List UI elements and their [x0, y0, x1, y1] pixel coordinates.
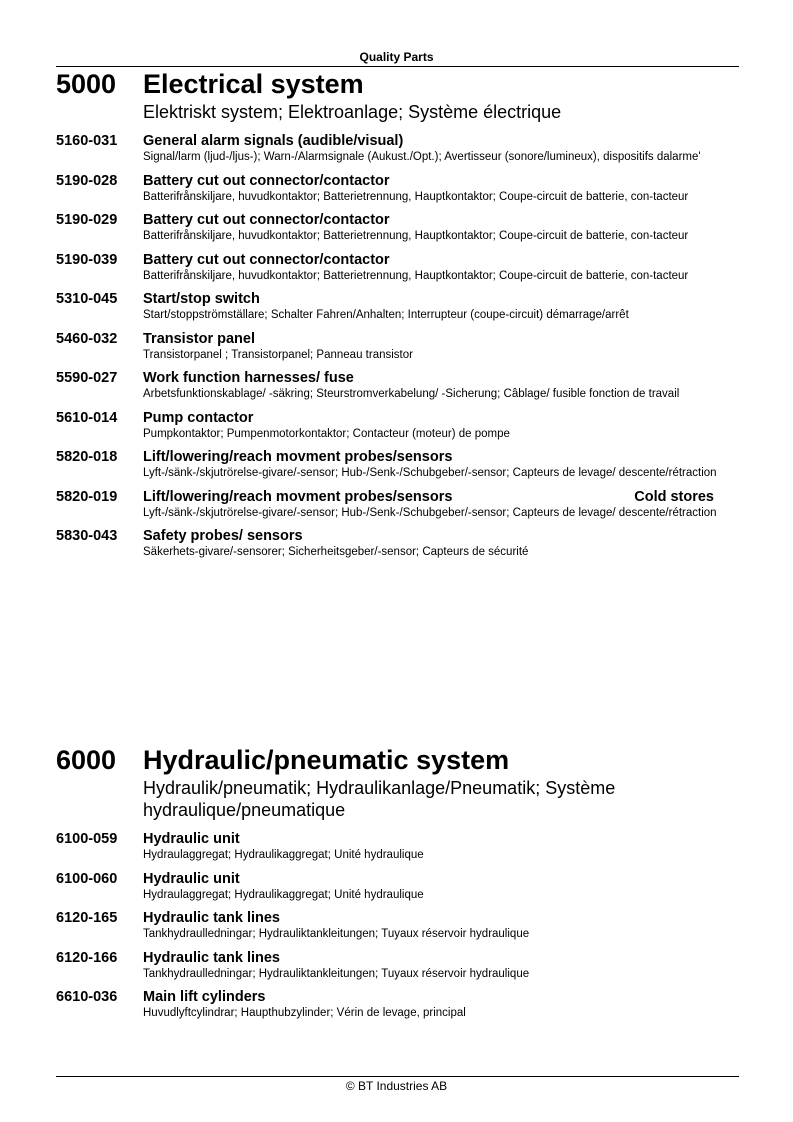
- part-code: 6100-059: [56, 831, 118, 847]
- part-item: [56, 370, 736, 403]
- part-title: Battery cut out connector/contactor: [143, 212, 390, 228]
- section-hydraulic-pneumatic-system: [56, 744, 736, 1029]
- part-code: 5590-027: [56, 370, 118, 386]
- part-title: Lift/lowering/reach movment probes/sensors: [143, 488, 453, 505]
- part-description: Tankhydraulledningar; Hydrauliktankleitungen; Tuyaux réservoir hydraulique: [143, 928, 530, 940]
- part-code: 5190-028: [56, 172, 118, 189]
- part-description: Säkerhets-givare/-sensorer; Sicherheitsgeber/-sensor; Capteurs de sécurité: [143, 546, 529, 558]
- part-title: Battery cut out connector/contactor: [143, 172, 390, 189]
- footer-copyright: © BT Industries AB: [345, 1079, 448, 1093]
- part-item: [56, 910, 736, 943]
- section-code: 5000: [56, 69, 117, 99]
- part-title: Hydraulic unit: [143, 870, 240, 887]
- part-item: [56, 291, 736, 324]
- part-item: [56, 173, 736, 206]
- part-title: Main lift cylinders: [143, 989, 266, 1005]
- part-description: Batterifrånskiljare, huvudkontaktor; Batterietrennung, Hauptkontaktor; Coupe-circuit de batterie, con-tacteur: [143, 190, 689, 203]
- part-description: Batterifrånskiljare, huvudkontaktor; Batterietrennung, Hauptkontaktor; Coupe-circuit de batterie, con-tacteur: [143, 230, 689, 242]
- section-code: 6000: [56, 745, 117, 775]
- part-code: 5610-014: [56, 409, 118, 426]
- part-item: [56, 212, 736, 245]
- part-code: 5190-029: [56, 212, 118, 228]
- part-title: Pump contactor: [143, 409, 254, 426]
- part-title: Lift/lowering/reach movment probes/sensors: [143, 449, 453, 465]
- page-header-title: Quality Parts: [359, 50, 434, 64]
- section-subtitle: Hydraulik/pneumatik; Hydraulikanlage/Pneumatik; Système hydraulique/pneumatique: [143, 778, 616, 820]
- part-description: Hydraulaggregat; Hydraulikaggregat; Unité hydraulique: [143, 888, 424, 901]
- part-title: Battery cut out connector/contactor: [143, 251, 390, 268]
- part-title: Hydraulic tank lines: [143, 949, 280, 966]
- part-item: [56, 950, 736, 983]
- part-item: [56, 831, 736, 864]
- part-variant-tag: Cold stores: [634, 488, 714, 505]
- section-electrical-system: [56, 68, 736, 568]
- part-code: 5160-031: [56, 133, 118, 149]
- part-description: Batterifrånskiljare, huvudkontaktor; Batterietrennung, Hauptkontaktor; Coupe-circuit de batterie, con-tacteur: [143, 269, 689, 282]
- part-description: Transistorpanel ; Transistorpanel; Panneau transistor: [143, 348, 413, 361]
- part-item: [56, 989, 736, 1022]
- part-title: Work function harnesses/ fuse: [143, 370, 354, 386]
- part-item: [56, 528, 736, 561]
- part-item: [56, 410, 736, 443]
- part-description: Hydraulaggregat; Hydraulikaggregat; Unité hydraulique: [143, 849, 424, 861]
- part-title: Hydraulic unit: [143, 831, 240, 847]
- part-item: [56, 331, 736, 364]
- part-description: Start/stoppströmställare; Schalter Fahren/Anhalten; Interrupteur (coupe-circuit) démarrage/arrêt: [143, 309, 629, 321]
- part-code: 6100-060: [56, 870, 118, 887]
- part-description: Signal/larm (ljud-/ljus-); Warn-/Alarmsignale (Aukust./Opt.); Avertisseur (sonore/lumineux), dispositifs dalarme': [143, 151, 701, 163]
- part-item: [56, 133, 736, 166]
- header-divider: [56, 66, 739, 67]
- part-item: [56, 252, 736, 285]
- parts-list: [56, 831, 736, 1022]
- parts-list: [56, 133, 736, 561]
- part-code: 5190-039: [56, 251, 118, 268]
- part-title: Start/stop switch: [143, 291, 260, 307]
- part-code: 5310-045: [56, 291, 118, 307]
- part-title: Safety probes/ sensors: [143, 528, 303, 544]
- section-heading: [56, 744, 736, 776]
- part-item: [56, 449, 736, 482]
- part-item: [56, 871, 736, 904]
- section-title: Hydraulic/pneumatic system: [143, 745, 510, 775]
- part-description: Huvudlyftcylindrar; Haupthubzylinder; Vérin de levage, principal: [143, 1007, 466, 1019]
- part-description: Lyft-/sänk-/skjutrörelse-givare/-sensor; Hub-/Senk-/Schubgeber/-sensor; Capteurs de levage/ descente/rétraction: [143, 506, 717, 519]
- part-code: 5820-019: [56, 488, 118, 505]
- part-code: 5830-043: [56, 528, 118, 544]
- part-code: 6120-166: [56, 949, 118, 966]
- part-title: General alarm signals (audible/visual): [143, 133, 404, 149]
- part-description: Arbetsfunktionskablage/ -säkring; Steurstromverkabelung/ -Sicherung; Câblage/ fusible fonction de travail: [143, 388, 680, 400]
- section-title: Electrical system: [143, 69, 364, 99]
- footer-divider: [56, 1076, 739, 1077]
- part-code: 6610-036: [56, 989, 118, 1005]
- part-title: Transistor panel: [143, 330, 256, 347]
- section-subtitle: Elektriskt system; Elektroanlage; Système électrique: [143, 102, 562, 122]
- part-item: [56, 489, 736, 522]
- part-code: 5820-018: [56, 449, 118, 465]
- part-title: Hydraulic tank lines: [143, 910, 280, 926]
- part-code: 5460-032: [56, 330, 118, 347]
- part-description: Tankhydraulledningar; Hydrauliktankleitungen; Tuyaux réservoir hydraulique: [143, 967, 530, 980]
- section-heading: [56, 68, 736, 100]
- part-code: 6120-165: [56, 910, 118, 926]
- part-description: Pumpkontaktor; Pumpenmotorkontaktor; Contacteur (moteur) de pompe: [143, 427, 510, 440]
- part-description: Lyft-/sänk-/skjutrörelse-givare/-sensor; Hub-/Senk-/Schubgeber/-sensor; Capteurs de levage/ descente/rétraction: [143, 467, 717, 479]
